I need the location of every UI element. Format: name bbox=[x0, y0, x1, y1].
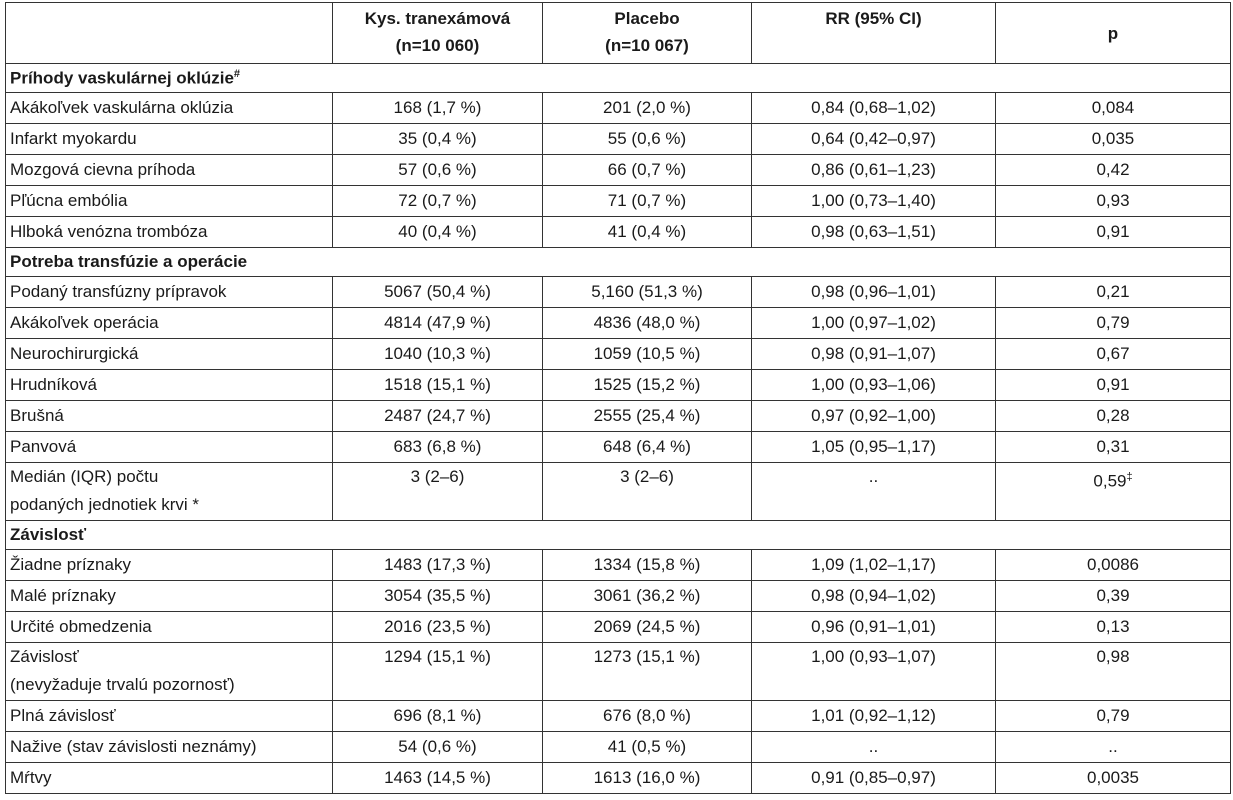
placebo-value-cell bbox=[543, 432, 752, 463]
rr-value-cell bbox=[752, 432, 996, 463]
table-row bbox=[6, 124, 1231, 155]
tranexamic-value-cell bbox=[333, 763, 543, 794]
rr-value: 1,00 (0,93–1,06) bbox=[811, 375, 936, 394]
p-value-cell bbox=[996, 124, 1231, 155]
rr-value-cell bbox=[752, 550, 996, 581]
rr-value: 1,09 (1,02–1,17) bbox=[811, 555, 936, 574]
tranexamic-value: 1463 (14,5 %) bbox=[384, 768, 491, 787]
rr-value: .. bbox=[868, 737, 879, 756]
p-value: 0,0035 bbox=[1087, 768, 1139, 787]
placebo-value: 1525 (15,2 %) bbox=[593, 375, 701, 394]
table-row bbox=[6, 612, 1231, 643]
tranexamic-value-cell bbox=[333, 277, 543, 308]
rr-value: 1,00 (0,73–1,40) bbox=[811, 191, 936, 210]
row-label: Mŕtvy bbox=[10, 768, 52, 787]
table-row bbox=[6, 277, 1231, 308]
tranexamic-value-cell bbox=[333, 93, 543, 124]
rr-value: 0,98 (0,63–1,51) bbox=[811, 222, 936, 241]
row-label: Brušná bbox=[10, 406, 64, 425]
tranexamic-value: 2016 (23,5 %) bbox=[384, 617, 491, 636]
p-value: 0,28 bbox=[1096, 406, 1130, 425]
placebo-value-cell bbox=[543, 643, 752, 701]
rr-value: 1,00 (0,93–1,07) bbox=[811, 647, 936, 666]
row-label-cell bbox=[6, 124, 333, 155]
tranexamic-value: 4814 (47,9 %) bbox=[384, 313, 491, 332]
row-label-cell bbox=[6, 401, 333, 432]
table-body bbox=[6, 64, 1231, 794]
rr-value-cell bbox=[752, 643, 996, 701]
table-row bbox=[6, 186, 1231, 217]
section-header-row bbox=[6, 248, 1231, 277]
placebo-value-cell bbox=[543, 550, 752, 581]
section-header-row bbox=[6, 521, 1231, 550]
rr-value-cell bbox=[752, 93, 996, 124]
row-label-continued: (nevyžaduje trvalú pozornosť) bbox=[10, 675, 235, 694]
placebo-value-cell bbox=[543, 612, 752, 643]
rr-value: 0,96 (0,91–1,01) bbox=[811, 617, 936, 636]
rr-value: 0,86 (0,61–1,23) bbox=[811, 160, 936, 179]
table-row bbox=[6, 339, 1231, 370]
results-table bbox=[5, 2, 1231, 794]
p-value-cell bbox=[996, 93, 1231, 124]
tranexamic-value: 1483 (17,3 %) bbox=[384, 555, 491, 574]
section-title-cell bbox=[6, 64, 1231, 93]
p-value: 0,67 bbox=[1096, 344, 1130, 363]
row-label: Akákoľvek operácia bbox=[10, 313, 159, 332]
tranexamic-value-cell bbox=[333, 124, 543, 155]
p-value: .. bbox=[1108, 737, 1118, 756]
row-label: Nažive (stav závislosti neznámy) bbox=[10, 737, 257, 756]
tranexamic-value: 2487 (24,7 %) bbox=[384, 406, 491, 425]
placebo-value-cell bbox=[543, 217, 752, 248]
p-value-cell bbox=[996, 643, 1231, 701]
tranexamic-value-cell bbox=[333, 732, 543, 763]
tranexamic-value-cell bbox=[333, 581, 543, 612]
p-value: 0,39 bbox=[1096, 586, 1130, 605]
tranexamic-value-cell bbox=[333, 612, 543, 643]
tranexamic-value: 3054 (35,5 %) bbox=[384, 586, 491, 605]
placebo-value: 71 (0,7 %) bbox=[607, 191, 687, 210]
p-value: 0,91 bbox=[1096, 375, 1130, 394]
tranexamic-value: 54 (0,6 %) bbox=[398, 737, 477, 756]
row-label: Mozgová cievna príhoda bbox=[10, 160, 196, 179]
placebo-value-cell bbox=[543, 463, 752, 521]
header-placebo-n: (n=10 067) bbox=[605, 36, 689, 55]
tranexamic-value: 35 (0,4 %) bbox=[398, 129, 477, 148]
placebo-value-cell bbox=[543, 308, 752, 339]
row-label-continued: podaných jednotiek krvi * bbox=[10, 495, 200, 514]
section-title-cell bbox=[6, 248, 1231, 277]
row-label-cell bbox=[6, 643, 333, 701]
placebo-value: 55 (0,6 %) bbox=[607, 129, 687, 148]
section-title: Príhody vaskulárnej oklúzie bbox=[10, 68, 234, 88]
rr-value: 0,84 (0,68–1,02) bbox=[811, 98, 936, 117]
placebo-value-cell bbox=[543, 339, 752, 370]
table-row bbox=[6, 155, 1231, 186]
table-row bbox=[6, 308, 1231, 339]
placebo-value: 1059 (10,5 %) bbox=[593, 344, 701, 363]
header-row bbox=[6, 3, 1231, 64]
p-value-cell bbox=[996, 277, 1231, 308]
rr-value: 1,01 (0,92–1,12) bbox=[811, 706, 936, 725]
p-value: 0,21 bbox=[1096, 282, 1130, 301]
rr-value: .. bbox=[868, 467, 879, 486]
row-label: Malé príznaky bbox=[10, 586, 116, 605]
section-title: Závislosť bbox=[10, 525, 87, 544]
row-label-cell bbox=[6, 581, 333, 612]
table-row bbox=[6, 581, 1231, 612]
tranexamic-value-cell bbox=[333, 401, 543, 432]
header-placebo-name: Placebo bbox=[614, 9, 680, 28]
tranexamic-value: 683 (6,8 %) bbox=[393, 437, 482, 456]
rr-value-cell bbox=[752, 370, 996, 401]
header-rr: RR (95% CI) bbox=[752, 3, 996, 64]
section-title-footnote-mark: # bbox=[233, 67, 241, 80]
row-label-cell bbox=[6, 93, 333, 124]
p-value-cell bbox=[996, 701, 1231, 732]
table-row bbox=[6, 463, 1231, 521]
header-tranexamic-n: (n=10 060) bbox=[395, 36, 480, 55]
rr-value-cell bbox=[752, 701, 996, 732]
table-row bbox=[6, 217, 1231, 248]
section-title: Potreba transfúzie a operácie bbox=[10, 252, 248, 271]
row-label: Závislosť bbox=[10, 647, 79, 666]
p-value: 0,93 bbox=[1096, 191, 1130, 210]
placebo-value: 1613 (16,0 %) bbox=[593, 768, 701, 787]
header-placebo bbox=[543, 3, 752, 64]
placebo-value: 41 (0,4 %) bbox=[607, 222, 687, 241]
results-table-wrapper bbox=[5, 2, 1230, 794]
tranexamic-value: 168 (1,7 %) bbox=[393, 98, 482, 117]
row-label: Infarkt myokardu bbox=[10, 129, 137, 148]
placebo-value: 3 (2–6) bbox=[620, 467, 674, 486]
section-title-cell bbox=[6, 521, 1231, 550]
p-value: 0,79 bbox=[1096, 706, 1130, 725]
row-label: Žiadne príznaky bbox=[10, 555, 131, 574]
p-value-cell bbox=[996, 370, 1231, 401]
row-label: Plná závislosť bbox=[10, 706, 116, 725]
rr-value: 0,98 (0,94–1,02) bbox=[811, 586, 936, 605]
rr-value: 0,98 (0,96–1,01) bbox=[811, 282, 936, 301]
placebo-value-cell bbox=[543, 370, 752, 401]
tranexamic-value: 40 (0,4 %) bbox=[398, 222, 477, 241]
rr-value-cell bbox=[752, 339, 996, 370]
table-row bbox=[6, 701, 1231, 732]
rr-value-cell bbox=[752, 401, 996, 432]
row-label: Akákoľvek vaskulárna oklúzia bbox=[10, 98, 234, 117]
row-label: Panvová bbox=[10, 437, 77, 456]
row-label-cell bbox=[6, 339, 333, 370]
rr-value-cell bbox=[752, 612, 996, 643]
header-p: p bbox=[996, 3, 1231, 64]
tranexamic-value: 696 (8,1 %) bbox=[393, 706, 482, 725]
p-value: 0,13 bbox=[1096, 617, 1130, 636]
placebo-value: 2069 (24,5 %) bbox=[593, 617, 701, 636]
row-label-cell bbox=[6, 550, 333, 581]
rr-value: 0,91 (0,85–0,97) bbox=[811, 768, 936, 787]
row-label-cell bbox=[6, 763, 333, 794]
tranexamic-value: 1518 (15,1 %) bbox=[384, 375, 491, 394]
row-label: Hrudníková bbox=[10, 375, 97, 394]
row-label: Neurochirurgická bbox=[10, 344, 139, 363]
tranexamic-value-cell bbox=[333, 643, 543, 701]
tranexamic-value-cell bbox=[333, 186, 543, 217]
table-row bbox=[6, 732, 1231, 763]
table-row bbox=[6, 93, 1231, 124]
p-value: 0,035 bbox=[1091, 129, 1135, 148]
p-value-cell bbox=[996, 339, 1231, 370]
placebo-value: 2555 (25,4 %) bbox=[593, 406, 701, 425]
rr-value-cell bbox=[752, 732, 996, 763]
tranexamic-value: 3 (2–6) bbox=[410, 467, 465, 486]
table-row bbox=[6, 401, 1231, 432]
p-value-cell bbox=[996, 581, 1231, 612]
tranexamic-value: 57 (0,6 %) bbox=[398, 160, 477, 179]
placebo-value-cell bbox=[543, 186, 752, 217]
tranexamic-value-cell bbox=[333, 217, 543, 248]
p-value-cell bbox=[996, 432, 1231, 463]
placebo-value-cell bbox=[543, 277, 752, 308]
tranexamic-value-cell bbox=[333, 463, 543, 521]
p-value-cell bbox=[996, 463, 1231, 521]
tranexamic-value: 72 (0,7 %) bbox=[398, 191, 477, 210]
p-value-cell bbox=[996, 155, 1231, 186]
rr-value-cell bbox=[752, 581, 996, 612]
row-label: Hlboká venózna trombóza bbox=[10, 222, 208, 241]
tranexamic-value-cell bbox=[333, 701, 543, 732]
p-value: 0,42 bbox=[1096, 160, 1130, 179]
p-value-cell bbox=[996, 186, 1231, 217]
table-row bbox=[6, 643, 1231, 701]
tranexamic-value-cell bbox=[333, 155, 543, 186]
row-label: Podaný transfúzny prípravok bbox=[10, 282, 227, 301]
tranexamic-value: 1040 (10,3 %) bbox=[384, 344, 491, 363]
rr-value: 0,64 (0,42–0,97) bbox=[811, 129, 936, 148]
p-value: 0,91 bbox=[1096, 222, 1130, 241]
row-label-cell bbox=[6, 463, 333, 521]
row-label: Pľúcna embólia bbox=[10, 191, 128, 210]
rr-value-cell bbox=[752, 277, 996, 308]
placebo-value-cell bbox=[543, 93, 752, 124]
p-value: 0,98 bbox=[1096, 647, 1130, 666]
placebo-value-cell bbox=[543, 124, 752, 155]
header-tranexamic bbox=[333, 3, 543, 64]
placebo-value: 66 (0,7 %) bbox=[607, 160, 687, 179]
placebo-value: 648 (6,4 %) bbox=[603, 437, 691, 456]
p-value-cell bbox=[996, 732, 1231, 763]
row-label-cell bbox=[6, 701, 333, 732]
tranexamic-value: 5067 (50,4 %) bbox=[384, 282, 491, 301]
rr-value-cell bbox=[752, 155, 996, 186]
row-label-cell bbox=[6, 732, 333, 763]
row-label-cell bbox=[6, 308, 333, 339]
placebo-value-cell bbox=[543, 701, 752, 732]
placebo-value-cell bbox=[543, 732, 752, 763]
p-value-cell bbox=[996, 217, 1231, 248]
p-value: 0,79 bbox=[1096, 313, 1130, 332]
rr-value-cell bbox=[752, 186, 996, 217]
row-label-cell bbox=[6, 277, 333, 308]
p-value-cell bbox=[996, 763, 1231, 794]
table-row bbox=[6, 550, 1231, 581]
table-row bbox=[6, 432, 1231, 463]
placebo-value: 1334 (15,8 %) bbox=[593, 555, 701, 574]
rr-value-cell bbox=[752, 217, 996, 248]
row-label-cell bbox=[6, 432, 333, 463]
p-value-cell bbox=[996, 550, 1231, 581]
tranexamic-value-cell bbox=[333, 550, 543, 581]
p-value: 0,084 bbox=[1091, 98, 1135, 117]
rr-value: 1,00 (0,97–1,02) bbox=[811, 313, 936, 332]
placebo-value: 4836 (48,0 %) bbox=[593, 313, 701, 332]
rr-value-cell bbox=[752, 763, 996, 794]
tranexamic-value-cell bbox=[333, 370, 543, 401]
rr-value: 0,97 (0,92–1,00) bbox=[811, 406, 936, 425]
row-label-cell bbox=[6, 612, 333, 643]
tranexamic-value-cell bbox=[333, 308, 543, 339]
table-row bbox=[6, 370, 1231, 401]
placebo-value: 5,160 (51,3 %) bbox=[591, 282, 703, 301]
placebo-value-cell bbox=[543, 401, 752, 432]
p-value-cell bbox=[996, 612, 1231, 643]
placebo-value-cell bbox=[543, 581, 752, 612]
p-value: 0,0086 bbox=[1087, 555, 1139, 574]
p-value: 0,31 bbox=[1096, 437, 1130, 456]
header-tranexamic-name: Kys. tranexámová bbox=[364, 9, 511, 28]
p-value: 0,59 bbox=[1093, 471, 1127, 491]
header-empty-cell bbox=[6, 3, 333, 64]
placebo-value: 201 (2,0 %) bbox=[603, 98, 691, 117]
row-label-cell bbox=[6, 186, 333, 217]
placebo-value-cell bbox=[543, 155, 752, 186]
table-row bbox=[6, 763, 1231, 794]
rr-value-cell bbox=[752, 124, 996, 155]
rr-value: 1,05 (0,95–1,17) bbox=[811, 437, 936, 456]
tranexamic-value-cell bbox=[333, 339, 543, 370]
placebo-value: 676 (8,0 %) bbox=[603, 706, 691, 725]
p-value-cell bbox=[996, 401, 1231, 432]
row-label: Určité obmedzenia bbox=[10, 617, 152, 636]
row-label-cell bbox=[6, 217, 333, 248]
rr-value: 0,98 (0,91–1,07) bbox=[811, 344, 936, 363]
rr-value-cell bbox=[752, 463, 996, 521]
rr-value-cell bbox=[752, 308, 996, 339]
placebo-value: 1273 (15,1 %) bbox=[593, 647, 701, 666]
row-label-cell bbox=[6, 155, 333, 186]
tranexamic-value: 1294 (15,1 %) bbox=[384, 647, 491, 666]
p-value-cell bbox=[996, 308, 1231, 339]
row-label-cell bbox=[6, 370, 333, 401]
p-footnote-mark: ‡ bbox=[1126, 471, 1133, 483]
placebo-value: 41 (0,5 %) bbox=[607, 737, 687, 756]
section-header-row bbox=[6, 64, 1231, 93]
placebo-value: 3061 (36,2 %) bbox=[593, 586, 701, 605]
placebo-value-cell bbox=[543, 763, 752, 794]
tranexamic-value-cell bbox=[333, 432, 543, 463]
row-label: Medián (IQR) počtu bbox=[10, 467, 159, 486]
